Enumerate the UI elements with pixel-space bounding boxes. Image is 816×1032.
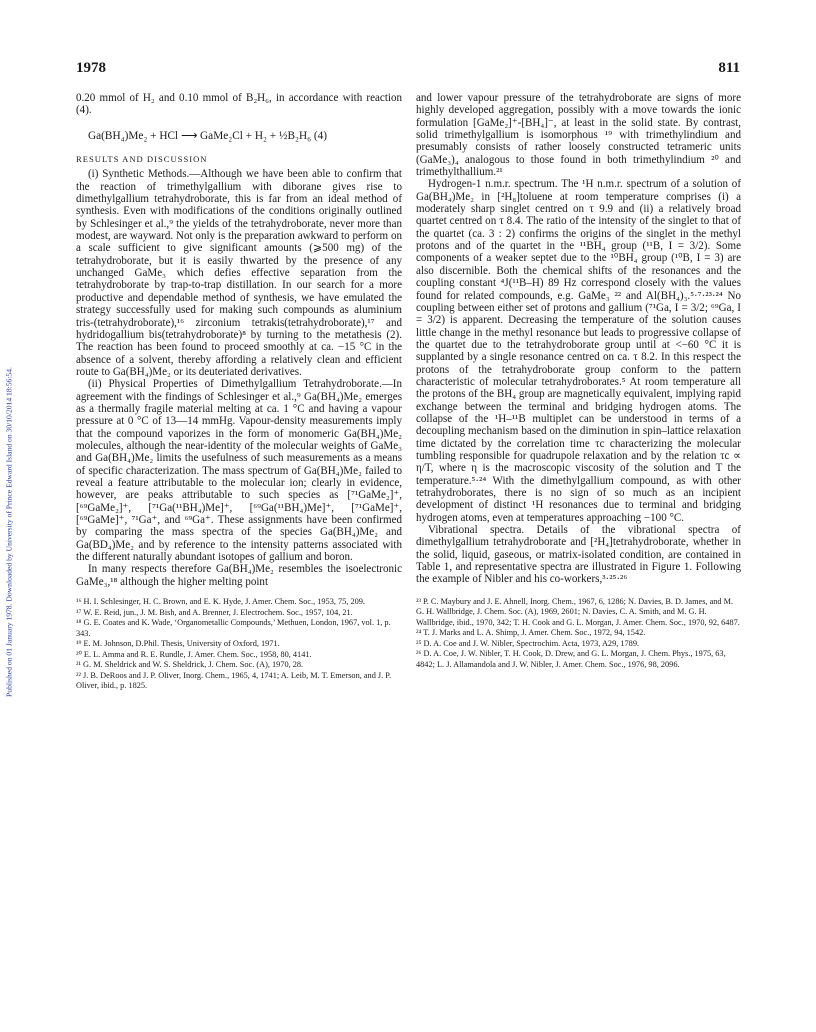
footnote: ¹⁹ E. M. Johnson, D.Phil. Thesis, University of Oxford, 1971.	[76, 639, 280, 649]
header-year: 1978	[76, 60, 106, 76]
footnote: ¹⁶ H. I. Schlesinger, H. C. Brown, and E. K. Hyde, J. Amer. Chem. Soc., 1953, 75, 209.	[76, 597, 365, 607]
intro-text: 0.20 mmol of H₂ and 0.10 mmol of B₂H₆, in accordance with reaction (4).	[76, 92, 402, 117]
footnote: ²⁰ E. L. Amma and R. E. Rundle, J. Amer. Chem. Soc., 1958, 80, 4141.	[76, 649, 312, 659]
footnote: ¹⁸ G. E. Coates and K. Wade, ‘Organometallic Compounds,’ Methuen, London, 1967, vol. 1, p. 343.	[76, 618, 391, 638]
footnote: ²⁵ D. A. Coe and J. W. Nibler, Spectrochim. Acta, 1973, A29, 1789.	[416, 638, 640, 648]
comparison-paragraph: In many respects therefore Ga(BH₄)Me₂ resembles the isoelectronic GaMe₃,¹⁸ although the higher melting point	[76, 563, 402, 588]
section-heading: RESULTS AND DISCUSSION	[76, 154, 208, 165]
page-header	[76, 60, 740, 80]
footnotes-left	[76, 597, 402, 692]
physical-properties-paragraph: (ii) Physical Properties of Dimethylgallium Tetrahydroborate.—In agreement with the findings of Schlesinger et al.,⁹ Ga(BH₄)Me₂ emerges as a thermally fragile material melting at ca. 1 °C and having a vapour pressure at 0 °C of 13—14 mmHg. Vapour-density measurements imply that the compound vaporizes in the form of monomeric Ga(BH₄)Me₂ molecules, although the near-identity of the molecular weights of GaMe₃ and Ga(BH₄)Me₂ limits the usefulness of such measurements as a means of specific characterization. The mass spectrum of Ga(BH₄)Me₂ failed to reveal a feature attributable to the molecular ion; clearly in evidence, however, are peaks attributable to such species as [⁷¹GaMe₂]⁺, [⁶⁹GaMe₂]⁺, [⁷¹Ga(¹¹BH₄)Me]⁺, [⁶⁹Ga(¹¹BH₄)Me]⁺, [⁷¹GaMe]⁺, [⁶⁹GaMe]⁺, ⁷¹Ga⁺, and ⁶⁹Ga⁺. These assignments have been confirmed by comparing the mass spectra of the species Ga(BH₄)Me₂ and Ga(BD₄)Me₂ and by reference to the intensity patterns associated with the different naturally abundant isotopes of gallium and boron.	[76, 378, 402, 564]
aggregation-paragraph: and lower vapour pressure of the tetrahydroborate are signs of more highly developed aggregation, possibly with a move towards the ionic formulation [GaMe₂]⁺-[BH₄]⁻, at least in the solid state. By contrast, solid trimethylgallium is isomorphous ¹⁹ with trimethylindium and presumably consists of rather loosely constructed tetrameric units (GaMe₃)₄ analogous to those found in both trimethylindium ²⁰ and trimethylthallium.²¹	[416, 92, 741, 179]
footnote: ²⁶ D. A. Coe, J. W. Nibler, T. H. Cook, D. Drew, and G. L. Morgan, J. Chem. Phys., 1975, 63, 4842; L. J. Allamandola and J. W. Nibler, J. Amer. Chem. Soc., 1976, 98, 2096.	[416, 649, 726, 669]
footnote: ²¹ G. M. Sheldrick and W. S. Sheldrick, J. Chem. Soc. (A), 1970, 28.	[76, 660, 304, 670]
nmr-paragraph: Hydrogen-1 n.m.r. spectrum. The ¹H n.m.r. spectrum of a solution of Ga(BH₄)Me₂ in [²H₈]toluene at room temperature comprises (i) a moderately sharp singlet centred on τ 9.9 and (ii) a relatively broad quartet centred on τ 8.4. The ratio of the intensity of the singlet to that of the quartet (ca. 3 : 2) confirms the origins of the singlet in the methyl protons and of the quartet in the ¹¹BH₄ group (¹¹B, I = 3/2). Some components of a weaker septet due to the ¹⁰BH₄ group (¹⁰B, I = 3) are also discernible. Both the chemical shifts of the resonances and the coupling constant ⁴J(¹¹B–H) 89 Hz correspond closely with the values found for related compounds, e.g. GaMe₃ ²² and Al(BH₄)₃.⁵·⁷·²³·²⁴ No coupling between either set of protons and gallium (⁷¹Ga, I = 3/2; ⁶⁹Ga, I = 3/2) is apparent. Decreasing the temperature of the solution causes little change in the methyl resonance but leads to progressive collapse of the quartet due to the tetrahydroborate group until at <−60 °C it is supplanted by a single resonance centred on ca. τ 8.2. In this respect the protons of the tetrahydroborate group conform to the pattern characteristic of molecular tetrahydroborates.⁵ At room temperature all the protons of the BH₄ group are magnetically equivalent, implying rapid exchange between the terminal and bridging hydrogen atoms. The collapse of the ¹H–¹¹B multiplet can be understood in terms of a decoupling mechanism based on the diminution in spin–lattice relaxation time dictated by the correlation time τc characterizing the molecular tumbling responsible for quadrupole relaxation and by the relation τc ∝ η/T, where η is the macroscopic viscosity of the solution and T the temperature.⁵·²⁴ With the dimethylgallium compound, as with other tetrahydroborates, there is no sign of so much as an incipient development of distinct ¹H resonances due to terminal and bridging hydrogen atoms, even at temperatures approaching −100 °C.	[416, 178, 741, 524]
footnote: ²³ P. C. Maybury and J. E. Ahnell, Inorg. Chem., 1967, 6, 1286; N. Davies, B. D. James, and M. G. H. Wallbridge, J. Chem. Soc. (A), 1969, 2601; N. Davies, C. A. Smith, and M. G. H. Wallbridge, ibid., 1970, 342; T. H. Cook and G. L. Morgan, J. Amer. Chem. Soc., 1970, 92, 6487.	[416, 596, 740, 627]
publication-note[interactable]: Published on 01 January 1978. Downloaded by University of Prince Edward Island on 30/10/2014 18:56:54.	[4, 367, 14, 697]
left-column	[76, 92, 402, 692]
synthetic-methods-paragraph: (i) Synthetic Methods.—Although we have been able to confirm that the reaction of trimethylgallium with diborane gives rise to dimethylgallium tetrahydroborate, this is far from an ideal method of synthesis. Even with modifications of the conditions originally outlined by Schlesinger et al.,⁹ the yields of the tetrahydroborate, never more than modest, are wayward. Not only is the preparation awkward to perform on a scale sufficient to give significant amounts (⩾500 mg) of the tetrahydroborate, but it is easily thwarted by the presence of any unchanged GaMe₃ which defies effective separation from the tetrahydroborate by trap-to-trap distillation. In our search for a more productive and dependable method of synthesis, we have emulated the strategy successfully used for making such compounds as aluminium tris-(tetrahydroborate),¹⁶ zirconium tetrakis(tetrahydroborate),¹⁷ and hydridogallium bis(tetrahydroborate)⁸ by turning to the metathesis (2). The reaction has been found to proceed smoothly at ca. −15 °C in the absence of a solvent, thereby affording a relatively clean and efficient route to Ga(BH₄)Me₂ or its deuteriated derivatives.	[76, 168, 402, 378]
sidebar-watermark	[0, 0, 18, 1032]
footnote: ¹⁷ W. E. Reid, jun., J. M. Bish, and A. Brenner, J. Electrochem. Soc., 1957, 104, 21.	[76, 607, 353, 617]
vibrational-spectra-paragraph: Vibrational spectra. Details of the vibrational spectra of dimethylgallium tetrahydroborate and [²H₄]tetrahydroborate, whether in the solid, liquid, gaseous, or matrix-isolated condition, are contained in Table 1, and representative spectra are illustrated in Figure 1. Following the example of Nibler and his co-workers,³·²⁵·²⁶	[416, 524, 741, 586]
right-column	[416, 92, 741, 670]
page-number: 811	[718, 60, 740, 76]
equation-4: Ga(BH₄)Me₂ + HCl ⟶ GaMe₂Cl + H₂ + ½B₂H₆ (4)	[88, 129, 328, 142]
footnote: ²⁴ T. J. Marks and L. A. Shimp, J. Amer. Chem. Soc., 1972, 94, 1542.	[416, 628, 646, 638]
footnote: ²² J. B. DeRoos and J. P. Oliver, Inorg. Chem., 1965, 4, 1741; A. Leib, M. T. Emerson, and J. P. Oliver, ibid., p. 1825.	[76, 670, 392, 691]
footnotes-right	[416, 597, 741, 671]
